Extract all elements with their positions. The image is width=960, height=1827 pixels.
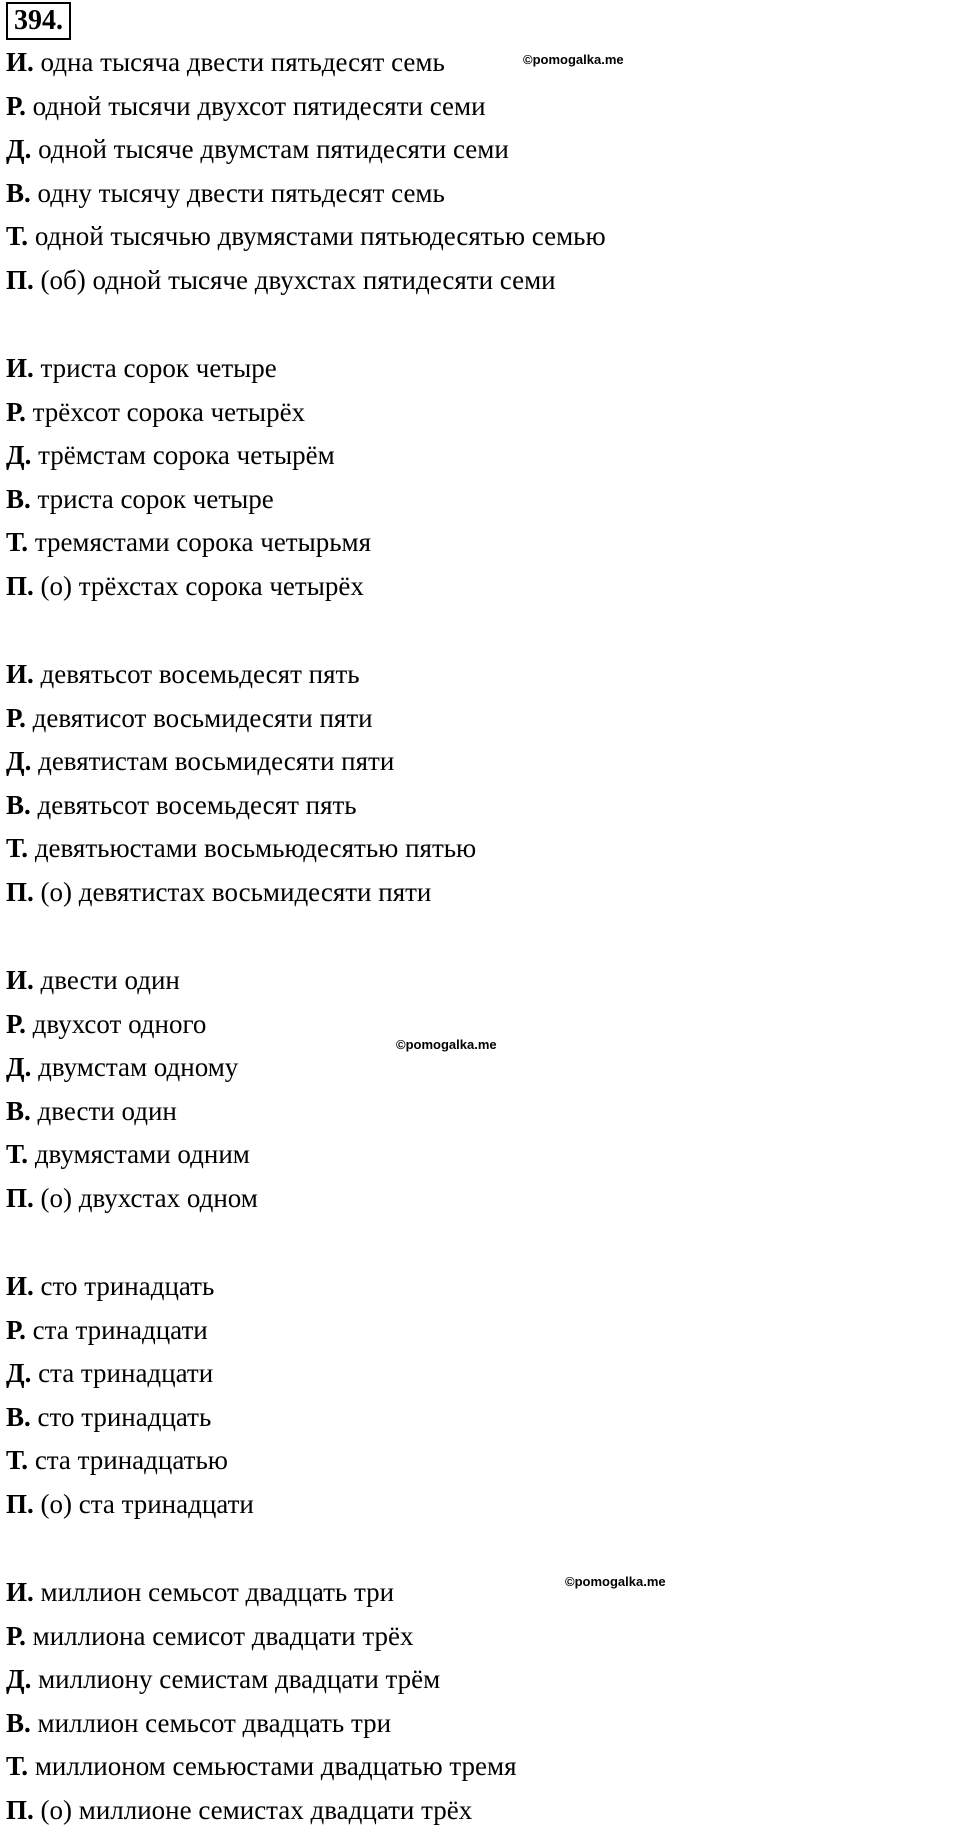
case-label: В.: [6, 1707, 31, 1738]
declension-line: [6, 1356, 213, 1390]
case-label: Т.: [6, 833, 29, 864]
declension-line: [6, 875, 431, 909]
case-label: В.: [6, 789, 31, 820]
case-label: И.: [6, 659, 34, 689]
watermark: ©pomogalka.me: [396, 1037, 497, 1052]
case-label: П.: [6, 1795, 34, 1825]
declension-line: [6, 351, 277, 385]
case-form-text: (о) трёхстах сорока четырёх: [33, 571, 364, 601]
declension-line: [6, 1443, 228, 1477]
case-form-text: девятьюстами восьмьюдесятью пятью: [28, 833, 477, 864]
case-form-text: миллион семьсот двадцать три: [30, 1707, 392, 1738]
case-label: П.: [6, 571, 34, 601]
case-form-text: миллион семьсот двадцать три: [33, 1577, 395, 1607]
case-label: Д.: [6, 1052, 32, 1083]
declension-line: [6, 1619, 413, 1653]
case-label: Р.: [6, 1620, 26, 1651]
declension-line: [6, 1007, 206, 1041]
case-form-text: двумстам одному: [31, 1052, 239, 1083]
declension-line: [6, 1706, 391, 1740]
case-form-text: миллионом семьюстами двадцатью тремя: [28, 1751, 517, 1782]
case-form-text: двести один: [33, 965, 180, 995]
case-form-text: одну тысячу двести пятьдесят семь: [30, 177, 445, 208]
declension-line: [6, 1575, 394, 1609]
case-label: Т.: [6, 221, 29, 252]
case-label: Р.: [6, 90, 26, 121]
case-label: В.: [6, 177, 31, 208]
case-form-text: двухсот одного: [25, 1008, 207, 1039]
case-form-text: миллиона семисот двадцати трёх: [25, 1620, 414, 1651]
case-label: Д.: [6, 134, 32, 165]
case-form-text: миллиону семистам двадцати трём: [31, 1664, 441, 1695]
case-form-text: двести один: [30, 1095, 177, 1126]
declension-line: [6, 701, 373, 735]
declension-line: [6, 831, 476, 865]
declension-line: [6, 89, 486, 123]
case-label: В.: [6, 1401, 31, 1432]
case-form-text: девятисот восьмидесяти пяти: [25, 702, 373, 733]
case-label: Т.: [6, 1139, 29, 1170]
case-form-text: ста тринадцати: [31, 1358, 214, 1389]
case-label: Д.: [6, 1664, 32, 1695]
case-form-text: одной тысячи двухсот пятидесяти семи: [25, 90, 486, 121]
case-label: П.: [6, 265, 34, 295]
case-form-text: трёмстам сорока четырём: [31, 440, 335, 471]
declension-line: [6, 219, 606, 253]
case-label: В.: [6, 1095, 31, 1126]
case-form-text: триста сорок четыре: [30, 483, 274, 514]
case-label: Д.: [6, 746, 32, 777]
declension-line: [6, 1400, 211, 1434]
declension-line: [6, 1313, 208, 1347]
case-label: Т.: [6, 1445, 29, 1476]
declension-line: [6, 176, 445, 210]
declension-line: [6, 45, 445, 79]
exercise-number: 394.: [6, 2, 71, 40]
declension-line: [6, 569, 364, 603]
case-form-text: сто тринадцать: [33, 1271, 215, 1301]
case-form-text: девятьсот восемьдесят пять: [33, 659, 360, 689]
case-label: И.: [6, 965, 34, 995]
case-label: Р.: [6, 396, 26, 427]
case-form-text: (о) ста тринадцати: [33, 1489, 254, 1519]
declension-line: [6, 1137, 250, 1171]
case-label: И.: [6, 353, 34, 383]
case-label: Р.: [6, 1314, 26, 1345]
declension-line: [6, 788, 357, 822]
case-form-text: сто тринадцать: [30, 1401, 212, 1432]
watermark: ©pomogalka.me: [565, 1574, 666, 1589]
case-form-text: ста тринадцати: [25, 1314, 208, 1345]
case-form-text: (об) одной тысяче двухстах пятидесяти семи: [33, 265, 556, 295]
declension-line: [6, 1050, 238, 1084]
case-label: П.: [6, 877, 34, 907]
case-form-text: девятьсот восемьдесят пять: [30, 789, 357, 820]
declension-line: [6, 657, 360, 691]
case-label: И.: [6, 1271, 34, 1301]
case-form-text: девятистам восьмидесяти пяти: [31, 746, 395, 777]
declension-line: [6, 1094, 177, 1128]
declension-line: [6, 963, 180, 997]
declension-line: [6, 1269, 214, 1303]
case-label: Т.: [6, 527, 29, 558]
case-form-text: двумястами одним: [28, 1139, 250, 1170]
case-label: Т.: [6, 1751, 29, 1782]
declension-line: [6, 525, 371, 559]
case-label: Д.: [6, 1358, 32, 1389]
case-label: Р.: [6, 702, 26, 733]
declension-line: [6, 1181, 258, 1215]
case-form-text: тремястами сорока четырьмя: [28, 527, 372, 558]
case-label: И.: [6, 1577, 34, 1607]
declension-line: [6, 1793, 472, 1827]
declension-line: [6, 1487, 254, 1521]
case-form-text: ста тринадцатью: [28, 1445, 228, 1476]
case-label: Р.: [6, 1008, 26, 1039]
case-form-text: трёхсот сорока четырёх: [25, 396, 306, 427]
declension-line: [6, 438, 335, 472]
case-label: П.: [6, 1183, 34, 1213]
case-form-text: одной тысячью двумястами пятьюдесятью семью: [28, 221, 606, 252]
declension-line: [6, 132, 509, 166]
case-label: И.: [6, 47, 34, 77]
declension-line: [6, 395, 305, 429]
case-form-text: (о) двухстах одном: [33, 1183, 258, 1213]
watermark: ©pomogalka.me: [523, 52, 624, 67]
case-form-text: одной тысяче двумстам пятидесяти семи: [31, 134, 509, 165]
case-form-text: (о) девятистах восьмидесяти пяти: [33, 877, 432, 907]
case-label: Д.: [6, 440, 32, 471]
case-label: П.: [6, 1489, 34, 1519]
case-label: В.: [6, 483, 31, 514]
declension-line: [6, 1749, 517, 1783]
declension-line: [6, 744, 394, 778]
declension-line: [6, 263, 556, 297]
case-form-text: одна тысяча двести пятьдесят семь: [33, 47, 445, 77]
declension-line: [6, 1662, 440, 1696]
declension-line: [6, 482, 274, 516]
case-form-text: триста сорок четыре: [33, 353, 277, 383]
case-form-text: (о) миллионе семистах двадцати трёх: [33, 1795, 473, 1825]
